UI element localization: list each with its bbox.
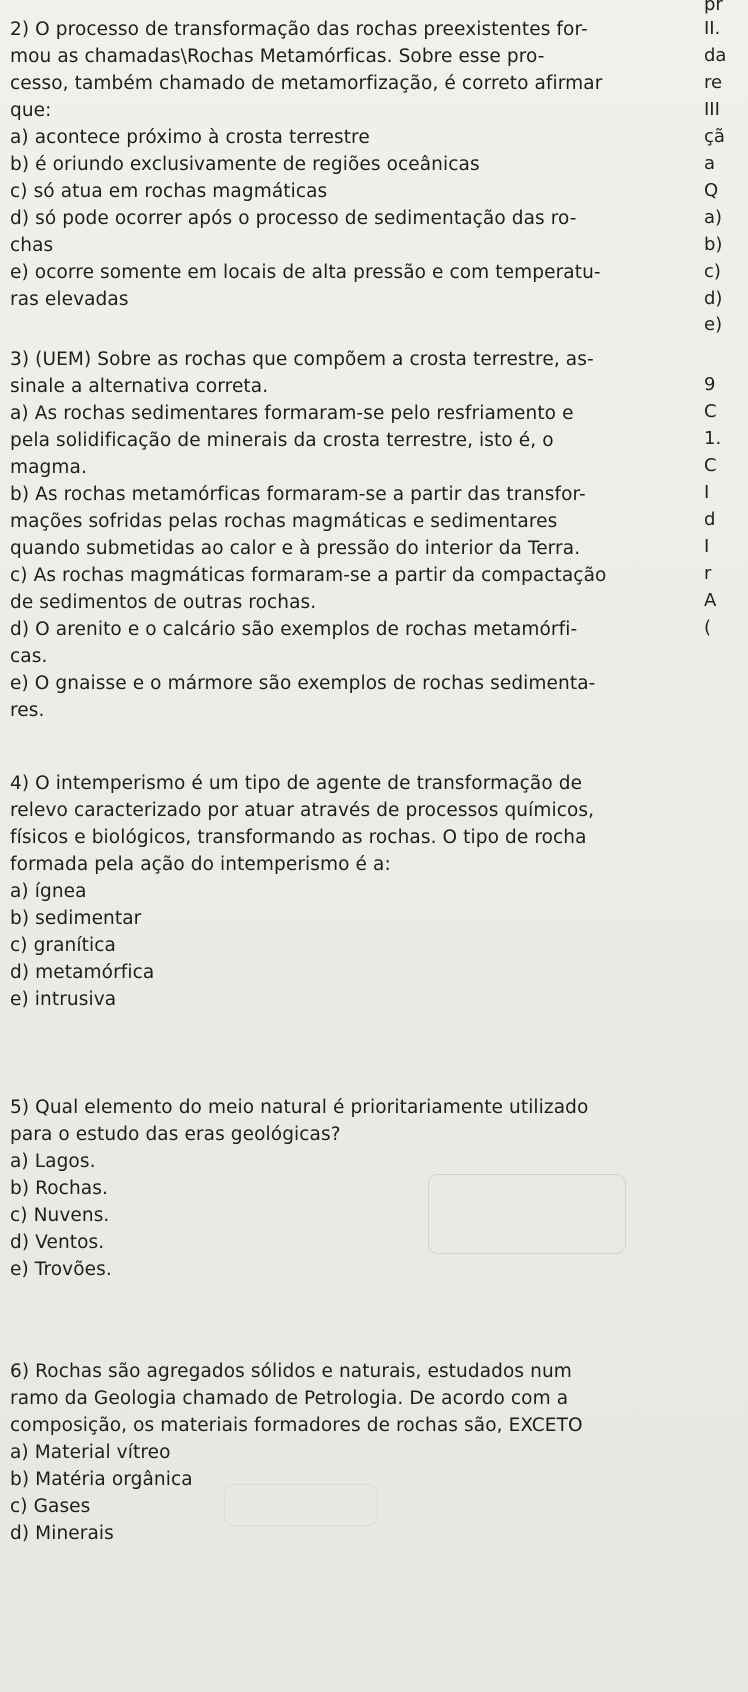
adjacent-text: c): [704, 261, 721, 282]
question-3-option-b-1: b) As rochas metamórficas formaram-se a partir das transfor-: [10, 484, 586, 505]
question-6-line-2: ramo da Geologia chamado de Petrologia. De acordo com a: [10, 1388, 569, 1409]
question-6-line-3: composição, os materiais formadores de rochas são, EXCETO: [10, 1415, 583, 1436]
adjacent-text: C: [704, 455, 717, 476]
adjacent-text: r: [704, 563, 712, 584]
question-2-option-d: d) só pode ocorrer após o processo de sedimentação das ro-: [10, 208, 577, 229]
question-3-option-d-2: cas.: [10, 646, 48, 667]
question-4-option-b: b) sedimentar: [10, 908, 142, 929]
question-5-line-2: para o estudo das eras geológicas?: [10, 1124, 341, 1145]
question-3-option-c-2: de sedimentos de outras rochas.: [10, 592, 317, 613]
question-4-option-a: a) ígnea: [10, 881, 87, 902]
question-3-option-e-1: e) O gnaisse e o mármore são exemplos de rochas sedimenta-: [10, 673, 596, 694]
question-5-option-c: c) Nuvens.: [10, 1205, 110, 1226]
question-4-line-3: físicos e biológicos, transformando as rochas. O tipo de rocha: [10, 827, 587, 848]
question-3-option-d-1: d) O arenito e o calcário são exemplos de rochas metamórfi-: [10, 619, 578, 640]
question-2: [10, 16, 700, 313]
question-6-option-b: b) Matéria orgânica: [10, 1469, 193, 1490]
question-5-line-1: 5) Qual elemento do meio natural é prioritariamente utilizado: [10, 1097, 589, 1118]
question-3-option-a-1: a) As rochas sedimentares formaram-se pelo resfriamento e: [10, 403, 574, 424]
question-2-option-e-cont: ras elevadas: [10, 289, 129, 310]
adjacent-text: 9: [704, 374, 716, 395]
adjacent-text: A: [704, 590, 717, 611]
question-3-line-2: sinale a alternativa correta.: [10, 376, 269, 397]
question-2-line-3: cesso, também chamado de metamorfização, é correto afirmar: [10, 73, 603, 94]
question-4-line-4: formada pela ação do intemperismo é a:: [10, 854, 391, 875]
adjacent-text: d: [704, 509, 716, 530]
adjacent-text: C: [704, 401, 717, 422]
question-3-line-1: 3) (UEM) Sobre as rochas que compõem a crosta terrestre, as-: [10, 349, 594, 370]
adjacent-text: e): [704, 314, 723, 335]
question-2-line-2: mou as chamadas\Rochas Metamórficas. Sobre esse pro-: [10, 46, 545, 67]
adjacent-text: I: [704, 482, 710, 503]
adjacent-text: çã: [704, 126, 725, 147]
question-3-option-b-3: quando submetidas ao calor e à pressão do interior da Terra.: [10, 538, 581, 559]
question-2-line-1: 2) O processo de transformação das rochas preexistentes for-: [10, 19, 588, 40]
adjacent-text: 1.: [704, 428, 722, 449]
adjacent-text: d): [704, 288, 723, 309]
question-2-option-e: e) ocorre somente em locais de alta pressão e com temperatu-: [10, 262, 601, 283]
question-5-option-d: d) Ventos.: [10, 1232, 105, 1253]
question-6-line-1: 6) Rochas são agregados sólidos e naturais, estudados num: [10, 1361, 572, 1382]
question-2-line-4: que:: [10, 100, 52, 121]
adjacent-text: b): [704, 234, 723, 255]
question-2-option-a: a) acontece próximo à crosta terrestre: [10, 127, 370, 148]
question-5-option-e: e) Trovões.: [10, 1259, 112, 1280]
question-4: [10, 770, 700, 1013]
question-3-option-a-2: pela solidificação de minerais da crosta terrestre, isto é, o: [10, 430, 554, 451]
adjacent-text: da: [704, 45, 727, 66]
question-3-option-a-3: magma.: [10, 457, 87, 478]
adjacent-text: pr: [704, 0, 723, 15]
question-2-option-b: b) é oriundo exclusivamente de regiões oceânicas: [10, 154, 480, 175]
question-4-option-c: c) granítica: [10, 935, 116, 956]
adjacent-text: re: [704, 72, 723, 93]
question-2-option-d-cont: chas: [10, 235, 54, 256]
question-2-option-c: c) só atua em rochas magmáticas: [10, 181, 328, 202]
question-3-option-c-1: c) As rochas magmáticas formaram-se a partir da compactação: [10, 565, 607, 586]
adjacent-text: I: [704, 536, 710, 557]
adjacent-text: (: [704, 617, 712, 638]
adjacent-text: Q: [704, 180, 719, 201]
adjacent-text: II.: [704, 18, 721, 39]
question-4-option-d: d) metamórfica: [10, 962, 155, 983]
question-3-option-b-2: mações sofridas pelas rochas magmáticas e sedimentares: [10, 511, 558, 532]
question-4-line-2: relevo caracterizado por atuar através de processos químicos,: [10, 800, 595, 821]
adjacent-text: a: [704, 153, 716, 174]
question-6-option-d: d) Minerais: [10, 1523, 114, 1544]
question-6: [10, 1358, 700, 1547]
question-4-line-1: 4) O intemperismo é um tipo de agente de transformação de: [10, 773, 583, 794]
question-3-option-e-2: res.: [10, 700, 45, 721]
question-5-option-a: a) Lagos.: [10, 1151, 96, 1172]
question-4-option-e: e) intrusiva: [10, 989, 117, 1010]
question-3: [10, 346, 700, 724]
adjacent-text: III: [704, 99, 720, 120]
question-5-option-b: b) Rochas.: [10, 1178, 108, 1199]
adjacent-page-column: [704, 0, 748, 1692]
question-6-option-a: a) Material vítreo: [10, 1442, 171, 1463]
faint-box-outline: [428, 1174, 626, 1254]
question-6-option-c: c) Gases: [10, 1496, 91, 1517]
adjacent-text: a): [704, 207, 723, 228]
